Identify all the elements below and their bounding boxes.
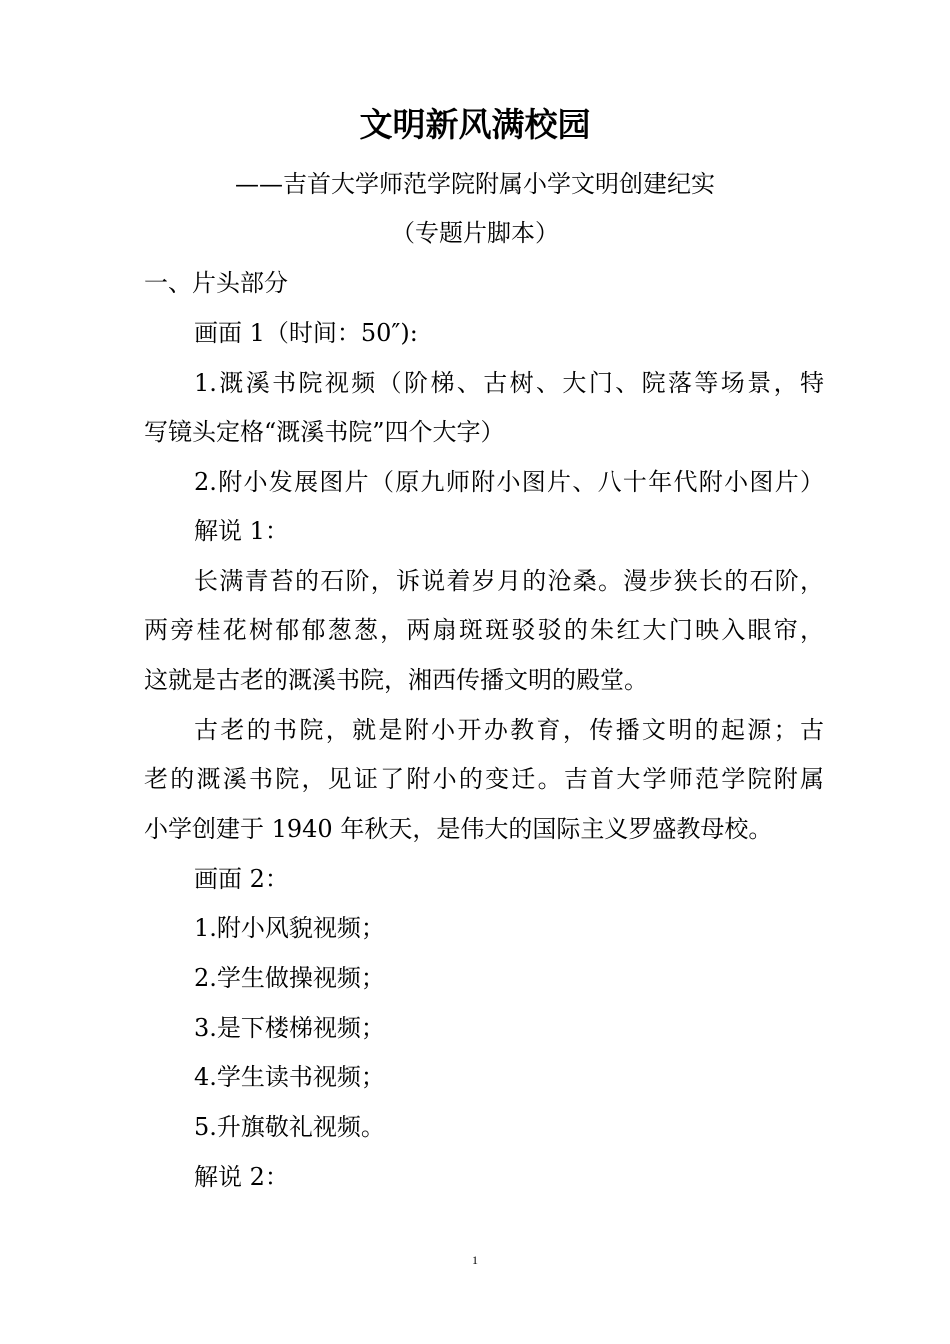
scene-list-item: 3.是下楼梯视频； (194, 1014, 385, 1042)
narration-heading: 解说 1： (194, 517, 289, 545)
scene-heading: 画面 2： (194, 865, 289, 893)
scene-heading: 画面 1（时间：50″): (194, 319, 418, 347)
page-number: 1 (472, 1253, 478, 1267)
scene-list-item: 1.附小风貌视频； (194, 914, 385, 942)
section-heading: 一、片头部分 (144, 269, 288, 297)
narration-paragraph-line: 老的溉溪书院，见证了附小的变迁。吉首大学师范学院附属 (144, 765, 824, 793)
document-title: 文明新风满校园 (359, 105, 591, 144)
document-subtitle: ——吉首大学师范学院附属小学文明创建纪实 (235, 170, 715, 198)
scene-item: 1.溉溪书院视频（阶梯、古树、大门、院落等场景，特 (194, 369, 824, 397)
narration-paragraph-line: 这就是古老的溉溪书院，湘西传播文明的殿堂。 (144, 666, 648, 694)
narration-paragraph-line: 两旁桂花树郁郁葱葱，两扇斑斑驳驳的朱红大门映入眼帘， (144, 616, 824, 644)
narration-paragraph-line: 古老的书院，就是附小开办教育，传播文明的起源；古 (194, 716, 824, 744)
narration-paragraph-line: 长满青苔的石阶，诉说着岁月的沧桑。漫步狭长的石阶， (194, 567, 824, 595)
scene-list-item: 4.学生读书视频； (194, 1063, 385, 1091)
narration-heading: 解说 2： (194, 1163, 289, 1191)
script-note: （专题片脚本） (391, 219, 559, 247)
scene-item: 2.附小发展图片（原九师附小图片、八十年代附小图片） (194, 468, 824, 496)
scene-list-item: 2.学生做操视频； (194, 964, 385, 992)
scene-list-item: 5.升旗敬礼视频。 (194, 1113, 385, 1141)
narration-paragraph-line: 小学创建于 1940 年秋天，是伟大的国际主义罗盛教母校。 (144, 815, 773, 843)
scene-item-continuation: 写镜头定格“溉溪书院”四个大字） (144, 418, 505, 446)
